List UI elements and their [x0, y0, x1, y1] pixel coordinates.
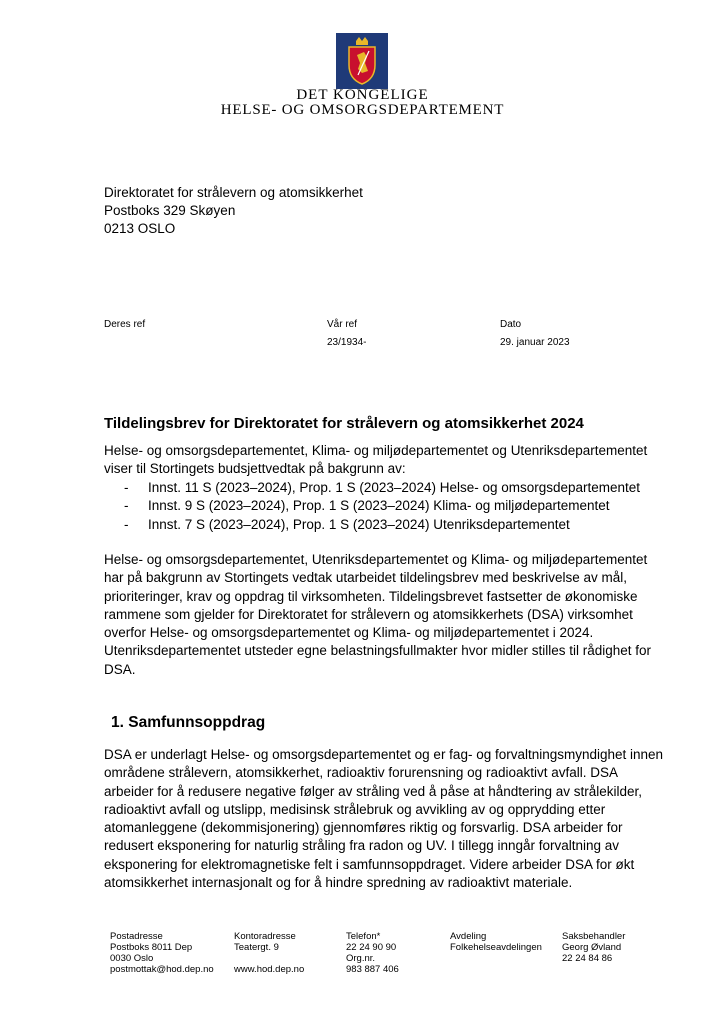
list-item — [120, 516, 640, 534]
footer-value: 22 24 84 86 — [562, 953, 613, 964]
section-body-text: DSA er underlagt Helse- og omsorgsdepartementet og er fag- og forvaltningsmyndighet innen områdene strålevern, atomsikkerhet, radioaktiv forurensning og radioaktivt avfall. DSA arbeider for å redusere negative følger av stråling ved å påse at håndtering av strålekilder, radioaktivt avfall og utslipp, medisinsk strålebruk og avvikling av og opprydding etter atomanleggene (dekommisjonering) gjennomføres riktig og forsvarlig. DSA arbeider for redusert eksponering for naturlig stråling fra radon og UV. I tillegg inngår forvaltning av eksponering for elektromagnetiske felt i samfunnsoppdraget. Videre arbeider DSA for økt atomsikkerhet internasjonalt og for å hindre spredning av radioaktivt materiale. — [104, 747, 664, 891]
intro-text: Helse- og omsorgsdepartementet, Klima- og miljødepartementet og Utenriksdepartementet viser til Stortingets budsjettvedtak på bakgrunn av: — [104, 443, 648, 477]
footer-label: Avdeling — [450, 931, 487, 942]
date-label: Dato — [500, 319, 522, 330]
footer-email: postmottak@hod.dep.no — [110, 964, 214, 975]
list-item-text: Innst. 7 S (2023–2024), Prop. 1 S (2023–2024) Utenriksdepartementet — [148, 516, 570, 532]
list-dash: - — [124, 498, 129, 514]
deres-ref-label: Deres ref — [104, 319, 146, 330]
document-title: Tildelingsbrev for Direktoratet for strålevern og atomsikkerhet 2024 — [104, 415, 584, 432]
recipient-box: Postboks 329 Skøyen — [104, 203, 236, 218]
list-item — [120, 479, 640, 497]
budget-list — [120, 479, 640, 534]
footer-department — [450, 931, 542, 953]
body-paragraph — [104, 551, 664, 679]
list-dash: - — [124, 480, 129, 495]
footer-label: Postadresse — [110, 931, 163, 942]
org-name-line2: HELSE- OG OMSORGSDEPARTEMENT — [220, 102, 505, 118]
footer-office — [234, 931, 304, 975]
section-number: 1. — [111, 714, 124, 731]
section-body — [104, 746, 664, 892]
footer-value: Teatergt. 9 — [234, 942, 279, 953]
footer-label: Kontoradresse — [234, 931, 296, 942]
var-ref-value: 23/1934- — [327, 337, 367, 348]
list-item-text: Innst. 9 S (2023–2024), Prop. 1 S (2023–2024) Klima- og miljødepartementet — [148, 498, 610, 514]
footer-value: Georg Øvland — [562, 942, 622, 953]
footer-value: 22 24 90 90 — [346, 942, 397, 953]
list-item-text: Innst. 11 S (2023–2024), Prop. 1 S (2023–2024) Helse- og omsorgsdepartementet — [148, 480, 641, 495]
coat-of-arms-logo — [336, 33, 388, 89]
footer-value: 0030 Oslo — [110, 953, 154, 964]
recipient-name: Direktoratet for strålevern og atomsikkerhet — [104, 185, 363, 200]
intro-paragraph — [104, 442, 664, 479]
date-value: 29. januar 2023 — [500, 337, 570, 348]
footer-spacer — [234, 953, 304, 964]
footer-phone — [346, 931, 399, 975]
footer-postal — [110, 931, 214, 975]
recipient-address — [104, 184, 363, 238]
footer-value: Postboks 8011 Dep — [110, 942, 193, 953]
section-heading — [111, 714, 265, 732]
paragraph-text: Helse- og omsorgsdepartementet, Utenriksdepartementet og Klima- og miljødepartementet har på bakgrunn av Stortingets vedtak utarbeidet tildelingsbrev med beskrivelse av mål, prioriteringer, krav og oppdrag til virksomheten. Tildelingsbrevet fastsetter de økonomiske rammene som gjelder for Direktoratet for strålevern og atomsikkerhets (DSA) virksomhet overfor Helse- og omsorgsdepartementet og Klima- og miljødepartementet i 2024. Utenriksdepartementet utsteder egne belastningsfullmakter hvor midler stilles til rådighet for DSA. — [104, 552, 652, 677]
list-dash: - — [124, 516, 129, 532]
footer-label: Saksbehandler — [562, 931, 626, 942]
footer-website: www.hod.dep.no — [234, 964, 305, 975]
footer-value: 983 887 406 — [346, 964, 399, 975]
section-title: Samfunnsoppdrag — [128, 714, 266, 731]
footer-case-officer — [562, 931, 625, 964]
var-ref-label: Vår ref — [327, 319, 358, 330]
list-item — [120, 497, 640, 515]
org-name-line1: DET KONGELIGE — [296, 87, 429, 103]
footer-label: Org.nr. — [346, 953, 376, 964]
footer-value: Folkehelseavdelingen — [450, 942, 542, 953]
footer-label: Telefon* — [346, 931, 381, 942]
recipient-city: 0213 OSLO — [104, 221, 176, 236]
